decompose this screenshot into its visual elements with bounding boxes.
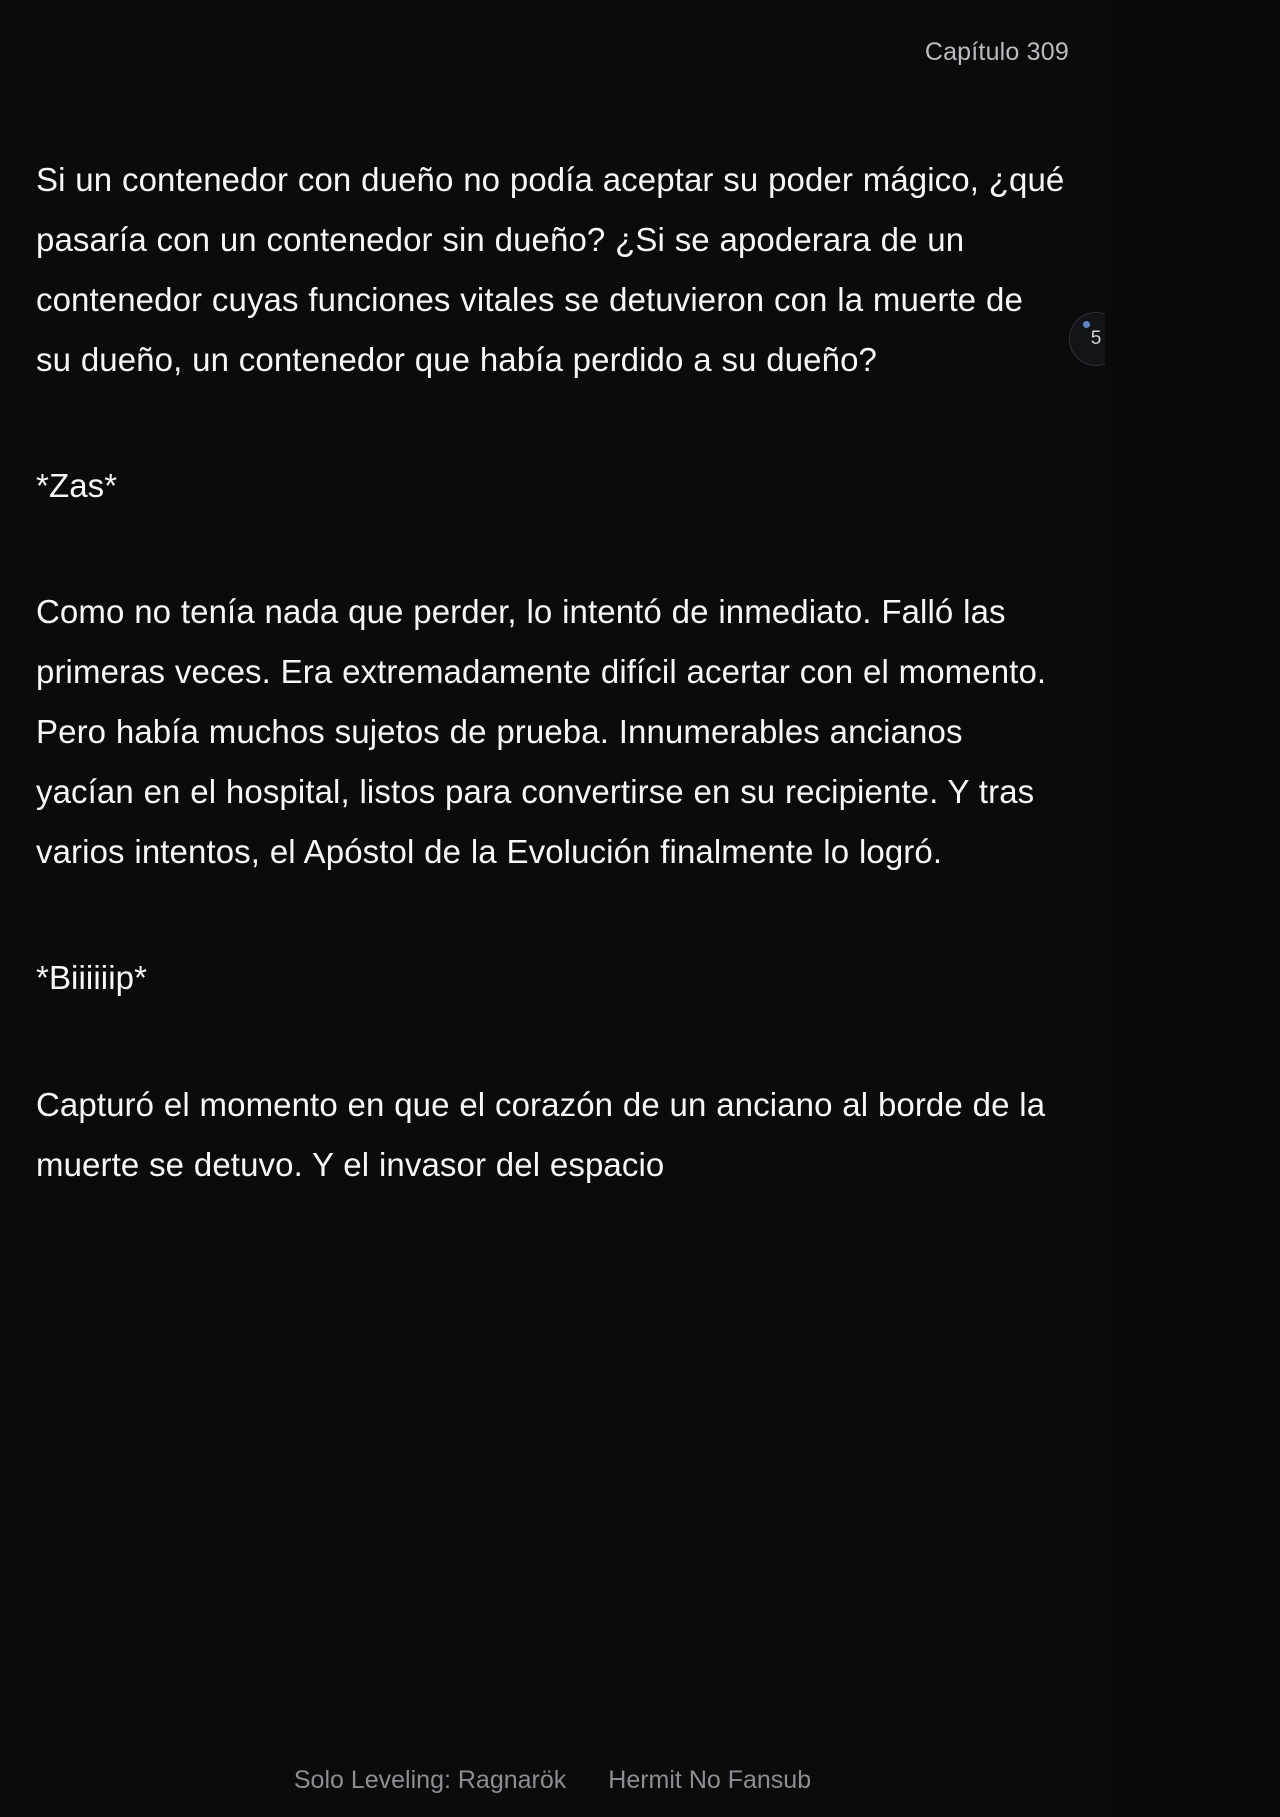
chapter-title: Capítulo 309 bbox=[924, 38, 1069, 66]
fansub-credit: Hermit No Fansub bbox=[608, 1766, 812, 1794]
comment-count-label: 5 bbox=[1090, 328, 1102, 349]
page-footer bbox=[0, 1766, 1105, 1795]
paragraph: Capturó el momento en que el corazón de un anciano al borde de la muerte se detuvo. Y el invasor del espacio bbox=[36, 1085, 1046, 1183]
notification-dot-icon bbox=[1083, 321, 1090, 328]
paragraph: Como no tenía nada que perder, lo intentó de inmediato. Falló las primeras veces. Era extremadamente difícil acertar con el momento. Pero había muchos sujetos de prueba. Innumerables ancianos yacían en el hospital, listos para convertirse en su recipiente. Y tras varios intentos, el Apóstol de la Evolución finalmente lo logró. bbox=[36, 593, 1047, 871]
chapter-body bbox=[36, 150, 1066, 1261]
paragraph-sfx: *Biiiiiip* bbox=[36, 959, 148, 997]
series-title: Solo Leveling: Ragnarök bbox=[293, 1766, 567, 1794]
paragraph-sfx: *Zas* bbox=[36, 467, 118, 505]
comment-count-badge[interactable] bbox=[1069, 312, 1105, 366]
paragraph: Si un contenedor con dueño no podía aceptar su poder mágico, ¿qué pasaría con un contenedor sin dueño? ¿Si se apoderara de un contenedor cuyas funciones vitales se detuvieron con la muerte de su dueño, un contenedor que había perdido a su dueño? bbox=[36, 161, 1065, 379]
